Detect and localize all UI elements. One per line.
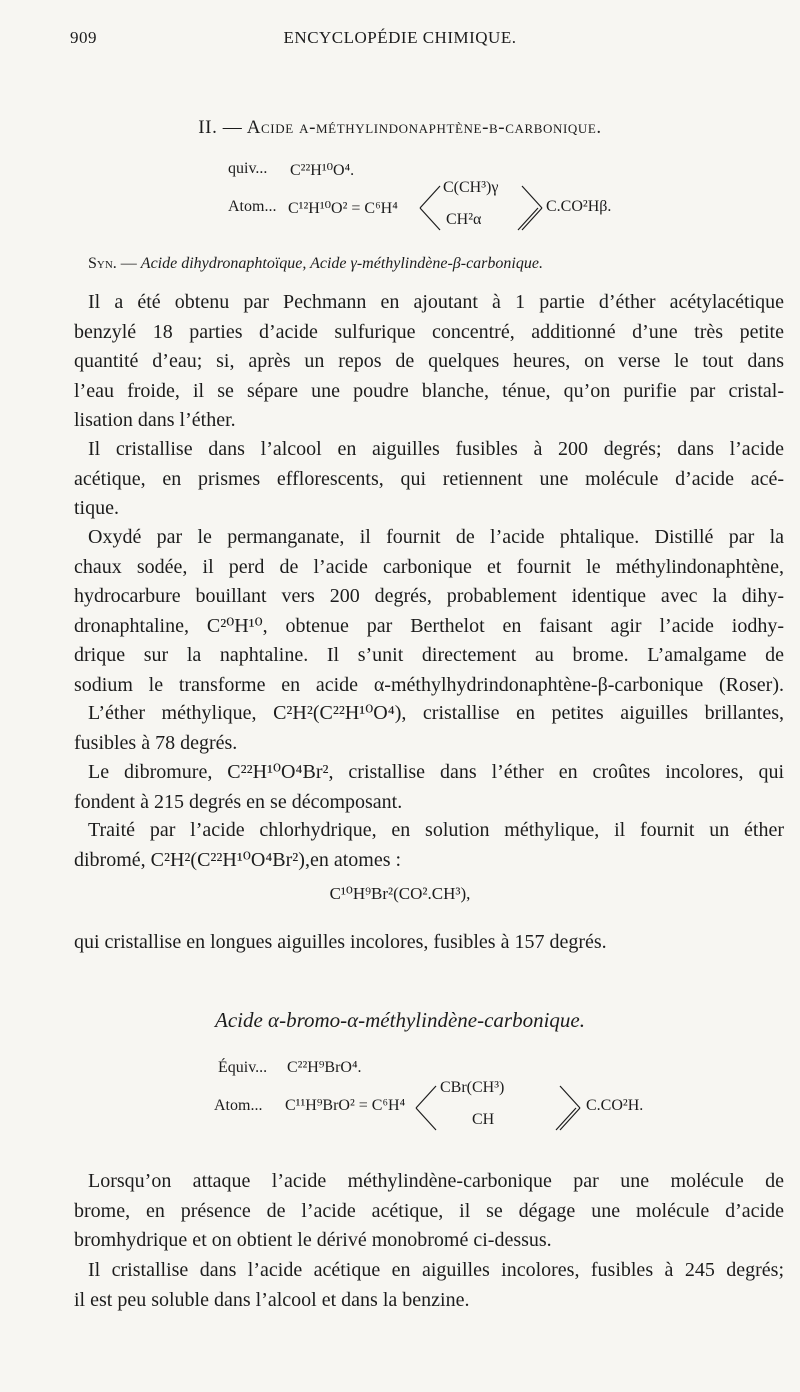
text-line: Il cristallise dans l’alcool en aiguilles fusibles à 200 degrés; dans l’acide bbox=[88, 438, 784, 460]
text-line: fondent à 215 degrés en se décomposant. bbox=[74, 790, 403, 813]
text-line: qui cristallise en longues aiguilles incolores, fusibles à 157 degrés. bbox=[74, 931, 607, 953]
text-line: il est peu soluble dans l’alcool et dans la benzine. bbox=[74, 1288, 470, 1311]
text-line: Il cristallise dans l’acide acétique en aiguilles incolores, fusibles à 245 degrés; bbox=[88, 1259, 784, 1281]
text-line: bromhydrique et on obtient le dérivé monobromé ci-dessus. bbox=[74, 1229, 552, 1251]
text-line: tique. bbox=[74, 497, 119, 519]
synonyms-line bbox=[88, 255, 543, 273]
sub-formula-equiv: C²²H⁹BrO⁴. bbox=[287, 1059, 362, 1076]
sub-formula-atom-top: CBr(CH³) bbox=[440, 1079, 505, 1096]
sub-formula-equiv-label: Équiv... bbox=[218, 1059, 268, 1076]
paragraph-6 bbox=[74, 816, 784, 875]
text-line: dibromé, C²H²(C²²H¹⁰O⁴Br²),en atomes : bbox=[74, 848, 402, 871]
section-title: II. — Acide α-méthylindonaphtène-β-carbonique. bbox=[198, 117, 602, 138]
text-line: brome, en présence de l’acide acétique, il se dégage une molécule d’acide bbox=[74, 1199, 784, 1222]
formula-atom-bottom: CH²α bbox=[446, 211, 482, 228]
text-line: lisation dans l’éther. bbox=[74, 409, 236, 431]
paragraph-end-1 bbox=[74, 1167, 784, 1256]
paragraph-4 bbox=[74, 699, 784, 758]
paragraph-end-2 bbox=[74, 1256, 784, 1315]
text-line: Traité par l’acide chlorhydrique, en solution méthylique, il fournit un éther bbox=[88, 819, 784, 841]
text-line: benzylé 18 parties d’acide sulfurique concentré, additionné d’une très petite bbox=[74, 320, 784, 343]
paragraph-5 bbox=[74, 758, 784, 817]
running-title: ENCYCLOPÉDIE CHIMIQUE. bbox=[283, 28, 517, 47]
text-line: Le dibromure, C²²H¹⁰O⁴Br², cristallise dans l’éther en croûtes incolores, qui bbox=[88, 761, 784, 783]
text-line: chaux sodée, il perd de l’acide carbonique et fournit le méthylindonaphtène, bbox=[74, 555, 784, 578]
text-line: sodium le transforme en acide α-méthylhydrindonaphtène-β-carbonique (Roser). bbox=[74, 673, 784, 696]
sub-formula-atom-bottom: CH bbox=[472, 1111, 495, 1128]
text-line: fusibles à 78 degrés. bbox=[74, 731, 238, 754]
paragraph-2 bbox=[74, 435, 784, 524]
text-line: Oxydé par le permanganate, il fournit de l’acide phtalique. Distillé par la bbox=[88, 526, 784, 548]
text-line: hydrocarbure bouillant vers 200 degrés, probablement identique avec la dihy- bbox=[74, 585, 784, 607]
sub-formula-atom-label: Atom... bbox=[214, 1097, 263, 1114]
sub-formula-atom-lhs: C¹¹H⁹BrO² = C⁶H⁴ bbox=[285, 1097, 406, 1114]
formula-equiv-label: quiv... bbox=[228, 160, 268, 177]
text-line: dronaphtaline, C²⁰H¹⁰, obtenue par Berthelot en faisant agir l’acide iodhy- bbox=[74, 614, 784, 637]
formula-atom-rhs: C.CO²Hβ. bbox=[546, 198, 612, 215]
text-line: Lorsqu’on attaque l’acide méthylindène-carbonique par une molécule de bbox=[88, 1170, 784, 1192]
paragraph-3 bbox=[74, 523, 784, 700]
formula-atom-lhs: C¹²H¹⁰O² = C⁶H⁴ bbox=[288, 200, 398, 217]
text-line: drique sur la naphtaline. Il s’unit directement au brome. L’amalgame de bbox=[74, 644, 784, 666]
text-line: quantité d’eau; si, après un repos de quelques heures, on verse le tout dans bbox=[74, 350, 784, 372]
sub-formula-atom-rhs: C.CO²H. bbox=[586, 1097, 644, 1114]
formula-atom-label: Atom... bbox=[228, 198, 277, 215]
synonyms-label: Syn. — bbox=[88, 255, 137, 272]
formula-atom-top: C(CH³)γ bbox=[443, 179, 499, 196]
page-number: 909 bbox=[70, 28, 97, 47]
formula-equiv: C²²H¹⁰O⁴. bbox=[290, 162, 355, 179]
text-line: L’éther méthylique, C²H²(C²²H¹⁰O⁴), cristallise en petites aiguilles brillantes, bbox=[88, 702, 784, 724]
text-line: acétique, en prismes efflorescents, qui retiennent une molécule d’acide acé- bbox=[74, 467, 784, 490]
paragraph-1 bbox=[74, 288, 784, 436]
text-line: Il a été obtenu par Pechmann en ajoutant à 1 partie d’éther acétylacétique bbox=[88, 291, 784, 313]
paragraph-after-formula bbox=[74, 928, 784, 958]
formula-centered: C¹⁰H⁹Br²(CO².CH³), bbox=[329, 884, 471, 903]
subsection-title: Acide α-bromo-α-méthylindène-carbonique. bbox=[215, 1008, 585, 1032]
text-line: l’eau froide, il se sépare une poudre blanche, ténue, qu’on purifie par cristal- bbox=[74, 379, 784, 402]
synonyms-text: Acide dihydronaphtoïque, Acide γ-méthylindène-β-carbonique. bbox=[140, 255, 543, 272]
